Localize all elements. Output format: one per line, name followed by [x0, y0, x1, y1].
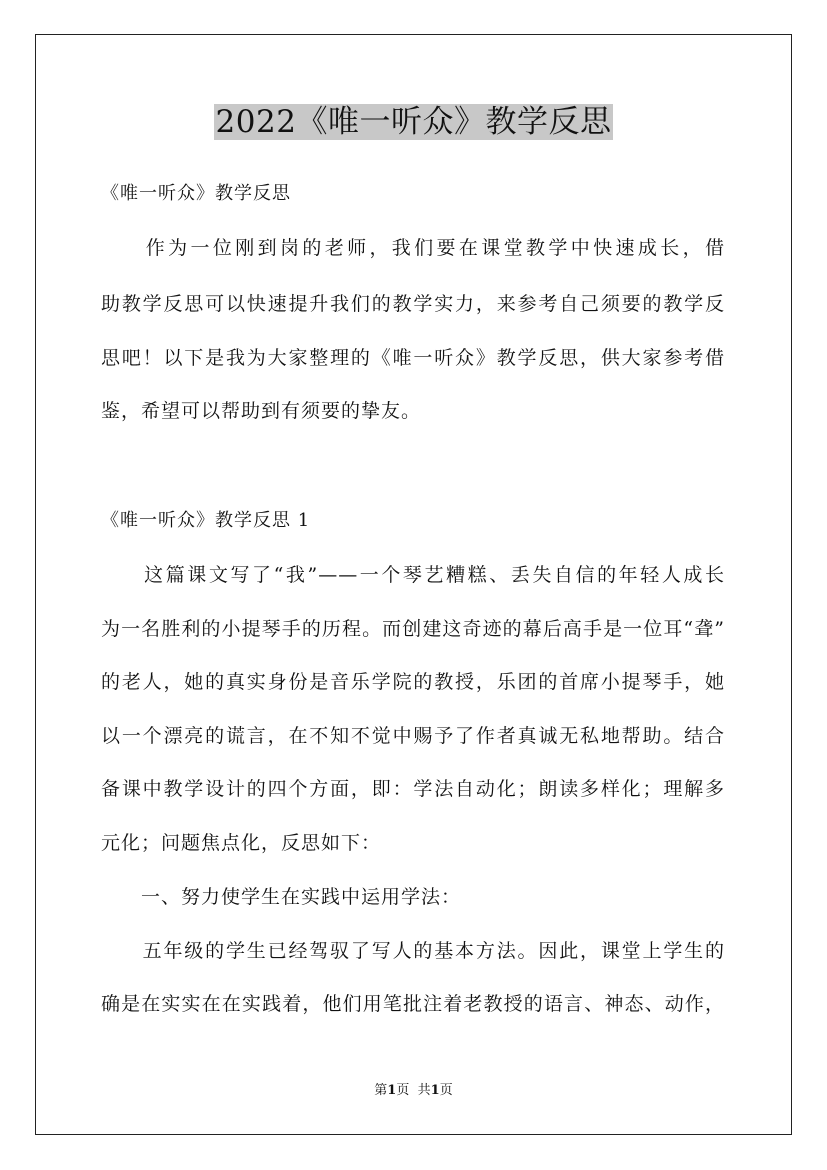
document-title-text: 2022《唯一听众》教学反思	[215, 104, 612, 140]
footer-page-suffix: 页	[396, 1083, 410, 1098]
paragraph-line: 元化；问题焦点化，反思如下：	[101, 832, 382, 854]
footer-page-number: 1	[387, 1083, 397, 1098]
paragraph-line: 这篇课文写了“我”——一个琴艺糟糕、丢失自信的年轻人成长	[101, 564, 725, 586]
intro-line: 思吧！以下是我为大家整理的《唯一听众》教学反思，供大家参考借	[101, 347, 725, 369]
footer-total-suffix: 页	[439, 1083, 453, 1098]
section-heading: 《唯一听众》教学反思 1	[101, 510, 311, 531]
footer-page-label: 第	[374, 1083, 388, 1098]
footer-total-number: 1	[430, 1083, 440, 1098]
intro-line: 作为一位刚到岗的老师，我们要在课堂教学中快速成长，借	[101, 237, 725, 259]
document-subtitle: 《唯一听众》教学反思	[101, 183, 291, 204]
page-footer	[0, 1082, 827, 1100]
document-title	[0, 100, 827, 144]
paragraph-line: 五年级的学生已经驾驭了写人的基本方法。因此，课堂上学生的	[101, 940, 725, 962]
section-point: 一、努力使学生在实践中运用学法：	[101, 886, 462, 908]
paragraph-line: 备课中教学设计的四个方面，即：学法自动化；朗读多样化；理解多	[101, 778, 725, 800]
footer-total-label: 共	[417, 1083, 431, 1098]
paragraph-line: 的老人，她的真实身份是音乐学院的教授，乐团的首席小提琴手，她	[101, 671, 725, 693]
intro-line: 助教学反思可以快速提升我们的教学实力，来参考自己须要的教学反	[101, 293, 725, 315]
intro-line: 鉴，希望可以帮助到有须要的挚友。	[101, 400, 422, 422]
paragraph-line: 以一个漂亮的谎言，在不知不觉中赐予了作者真诚无私地帮助。结合	[101, 725, 725, 747]
paragraph-line: 确是在实实在在实践着，他们用笔批注着老教授的语言、神态、动作，	[101, 993, 725, 1015]
paragraph-line: 为一名胜利的小提琴手的历程。而创建这奇迹的幕后高手是一位耳“聋”	[101, 618, 725, 640]
